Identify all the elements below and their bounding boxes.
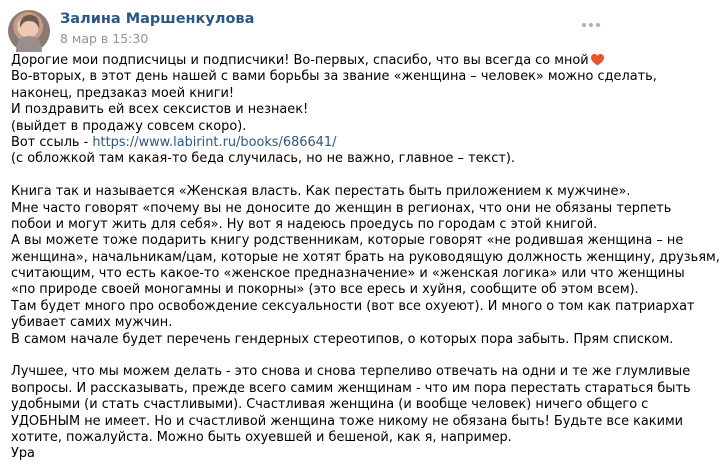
text-line: «по природе своей моногамны и покорны» (это все ересь и хуйня, сообщите об этом всем).	[11, 282, 639, 298]
blank-line	[11, 168, 611, 184]
text-line: хотите, пожалуйста. Можно быть охуевшей и бешеной, как я, например.	[11, 429, 512, 445]
avatar-portrait-icon	[8, 10, 50, 52]
text-line: И поздравить ей всех сексистов и незнаек!	[11, 102, 309, 118]
text-segment: Вот ссыль -	[11, 134, 93, 150]
author-name[interactable]: Залина Маршенкулова	[60, 11, 255, 27]
text-line: считающим, что есть какое-то «женское предназначение» и «женская логика» или что женщины	[11, 266, 685, 282]
text-line	[11, 135, 611, 151]
blank-line	[11, 348, 611, 364]
text-line: (с обложкой там какая-то беда случилась, но не важно, главное – текст).	[11, 151, 516, 167]
book-link[interactable]: https://www.labirint.ru/books/686641/	[92, 134, 337, 150]
text-line: Во-вторых, в этот день нашей с вами борьбы за звание «женщина – человек» можно сделать,	[11, 69, 657, 85]
text-line: (выйдет в продажу совсем скоро).	[11, 118, 247, 134]
text-line: побои и могут жить для себя». Ну вот я надеюсь проедусь по городам с этой книгой.	[11, 216, 598, 232]
text-line: наконец, предзаказ моей книги!	[11, 85, 235, 101]
heart-emoji-icon	[591, 54, 604, 66]
text-line: Лучшее, что мы можем делать - это снова и снова терпеливо отвечать на одни и те же глумливые	[11, 364, 691, 380]
dot	[589, 23, 593, 27]
dot	[582, 23, 586, 27]
text-line: Мне часто говорят «почему вы не доносите до женщин в регионах, что они не обязаны терпеть	[11, 200, 672, 216]
text-line: УДОБНЫМ не имеет. Но и счастливой женщина тоже никому не обязана быть! Будьте все какими	[11, 413, 684, 429]
author-avatar[interactable]	[8, 10, 50, 52]
text-line: А вы можете тоже подарить книгу родственникам, которые говорят «не родившая женщина – не	[11, 233, 684, 249]
text-line: Там будет много про освобождение сексуальности (вот все охуеют). И много о том как патриархат	[11, 298, 695, 314]
text-line: удобными (и стать счастливыми). Счастливая женщина (и вообще человек) ничего общего с	[11, 397, 649, 413]
post-text	[11, 53, 720, 463]
text-line: Книга так и называется «Женская власть. Как перестать быть приложением к мужчине».	[11, 184, 631, 200]
text-line: вопросы. И рассказывать, прежде всего самим женщинам - что им пора перестать стараться быть	[11, 380, 691, 396]
text-line: Ура	[11, 446, 35, 462]
post-date[interactable]: 8 мар в 15:30	[60, 31, 149, 46]
more-horizontal-icon[interactable]	[582, 14, 606, 28]
post-header	[0, 8, 620, 56]
text-line	[11, 53, 611, 69]
text-line: В самом начале будет перечень гендерных стереотипов, о которых пора забыть. Прям списком.	[11, 331, 674, 347]
text-segment: Дорогие мои подписчицы и подписчики! Во-первых, спасибо, что вы всегда со мной	[11, 53, 589, 68]
text-line: убивает самих мужчин.	[11, 315, 173, 331]
dot	[596, 23, 600, 27]
text-line: женщина», начальникам/цам, которые не хотят брать на руководящую должность женщину, друзьям,	[11, 249, 720, 265]
